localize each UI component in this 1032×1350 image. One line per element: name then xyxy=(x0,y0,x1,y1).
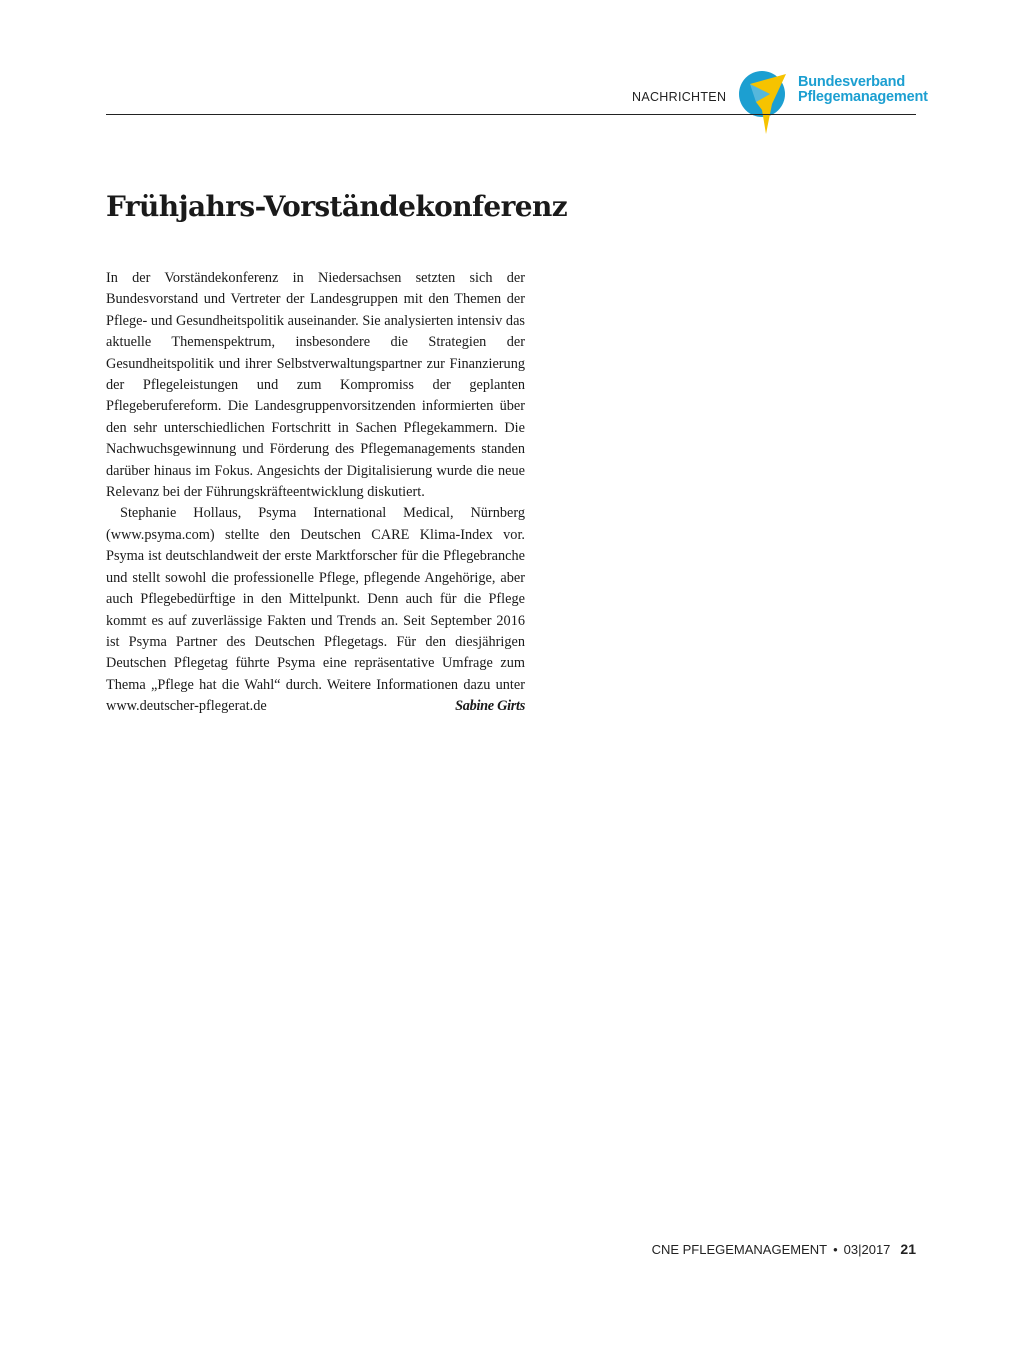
logo-line-2: Pflegemanagement xyxy=(798,89,928,105)
logo-wordmark xyxy=(798,75,928,105)
article-body xyxy=(106,268,525,718)
page-footer xyxy=(652,1241,916,1257)
bundesverband-logo-icon xyxy=(736,66,792,136)
issue-number: 03|2017 xyxy=(843,1242,891,1257)
journal-name: CNE PFLEGEMANAGEMENT xyxy=(651,1242,828,1257)
article-paragraph-1: In der Vorständekonferenz in Niedersachsen setzten sich der Bundesvorstand und Vertreter der Landesgruppen mit den Themen der Pflege- und Gesundheitspolitik auseinander. Sie analysierten intensiv das aktuelle Themenspektrum, insbesondere die Strategien der Gesundheitspolitik und ihrer Selbstverwaltungspartner zur Finanzierung der Pflegeleistungen und zum Kompromiss der geplanten Pflegeberufereform. Die Landesgruppenvorsitzenden informierten über den sehr unterschiedlichen Fortschritt in Sachen Pflegekammern. Die Nachwuchsgewinnung und Förderung des Pflegemanagements standen darüber hinaus im Fokus. Angesichts der Digitalisierung wurde die neue Relevanz bei der Führungskräfteentwicklung diskutiert. xyxy=(106,270,525,501)
article-title: Frühjahrs-Vorständekonferenz xyxy=(106,190,568,223)
section-label: NACHRICHTEN xyxy=(632,90,727,104)
article-paragraph-2-text: Stephanie Hollaus, Psyma International Medical, Nürnberg (www.psyma.com) stellte den Deutschen CARE Klima-Index vor. Psyma ist deutschlandweit der erste Marktforscher für die Pflegebranche und stellt sowohl die professionelle Pflege, pflegende Angehörige, aber auch Pflegebedürftige in den Mittelpunkt. Denn auch für die Pflege kommt es auf zuverlässige Fakten und Trends an. Seit September 2016 ist Psyma Partner des Deutschen Pflegetags. Für den diesjährigen Deutschen Pflegetag führte Psyma eine repräsentative Umfrage zum Thema „Pflege hat die Wahl“ durch. Weitere Informationen dazu unter www.deutscher-pflegerat.de xyxy=(106,505,525,715)
footer-separator: • xyxy=(833,1242,838,1257)
logo-line-1: Bundesverband xyxy=(798,74,905,90)
header-divider xyxy=(106,114,916,115)
page-number: 21 xyxy=(900,1241,916,1257)
article-author: Sabine Girts xyxy=(455,698,525,715)
article-paragraph-2 xyxy=(106,503,525,717)
